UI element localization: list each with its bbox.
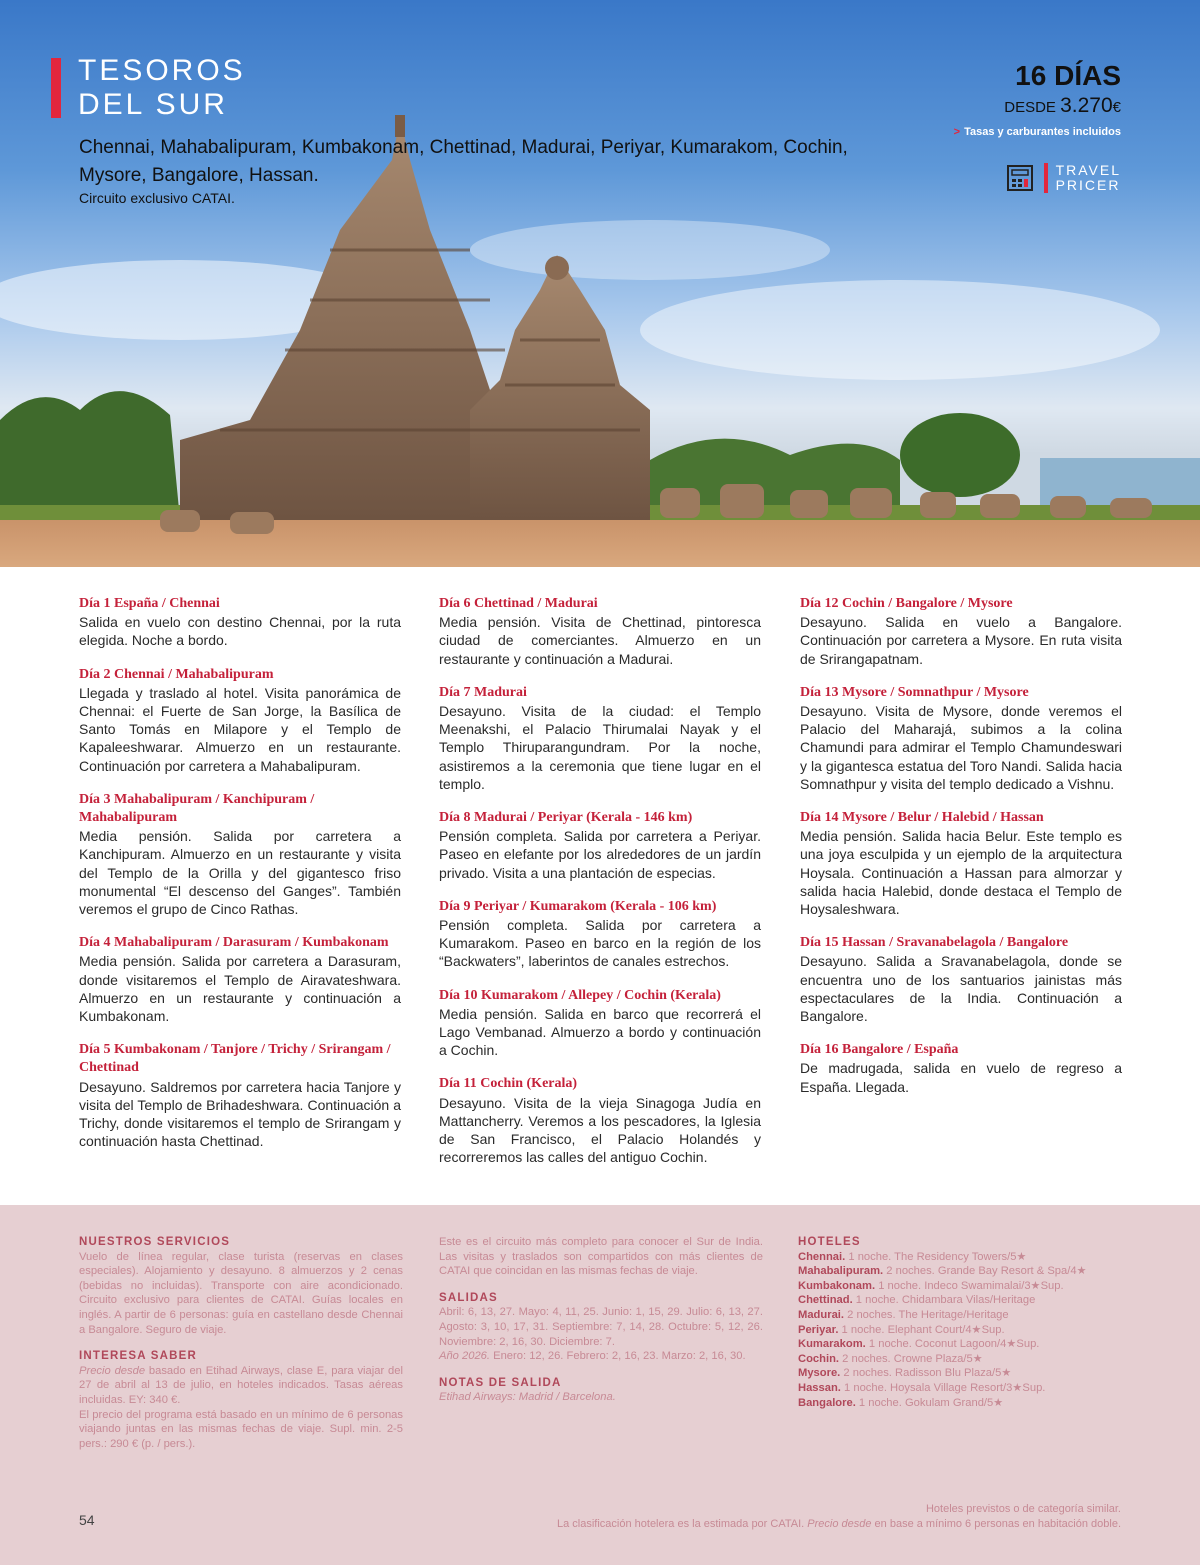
itinerary-day — [79, 1041, 401, 1150]
itinerary-column-2 — [439, 595, 761, 1182]
day-text: Desayuno. Visita de la vieja Sinagoga Judía en Mattancherry. Veremos a los pescadores, la Iglesia de San Francisco, el Palacio Holandés y recorreremos las calles del antiguo Cochin. — [439, 1094, 761, 1166]
day-text: Pensión completa. Salida por carretera a Kumarakom. Paseo en barco en la región de los “Backwaters”, laberintos de canales estrechos. — [439, 917, 761, 970]
day-title: Día 2 Chennai / Mahabalipuram — [79, 666, 274, 682]
hotel-city: Kumarakom. — [798, 1338, 866, 1351]
info-column-1 — [79, 1235, 403, 1463]
day-title: Día 3 Mahabalipuram / Kanchipuram / Mahabalipuram — [79, 791, 315, 826]
title-line-2: DEL SUR — [78, 88, 228, 121]
itinerary-day — [79, 595, 401, 650]
day-title: Día 5 Kumbakonam / Tanjore / Trichy / Srirangam / Chettinad — [79, 1042, 391, 1076]
hotel-item — [798, 1352, 1122, 1367]
day-text: Media pensión. Salida en barco que recorrerá el Lago Vembanad. Almuerzo a bordo y continuación a Cochin. — [439, 1005, 761, 1059]
price-block — [1004, 94, 1121, 118]
itinerary-day — [439, 898, 761, 971]
salidas-text — [439, 1305, 763, 1363]
itinerary-day — [439, 1075, 761, 1166]
hotel-detail: 1 noche. The Residency Towers/5★ — [845, 1250, 1027, 1263]
hotel-detail: 1 noche. Hoysala Village Resort/3★Sup. — [840, 1381, 1046, 1394]
hotels-heading: HOTELES — [798, 1236, 861, 1248]
hotel-city: Mysore. — [798, 1367, 841, 1380]
itinerary-day — [800, 1041, 1122, 1096]
day-text: Desayuno. Saldremos por carretera hacia Tanjore y visita del Templo de Brihadeshwara. Continuación a Trichy, donde visitaremos el templo de Srirangam y continuación hasta Chettinad. — [79, 1078, 401, 1150]
salidas-dates: Abril: 6, 13, 27. Mayo: 4, 11, 25. Junio: 1, 15, 29. Julio: 6, 13, 27. Agosto: 3, 10, 17, 31. Septiembre: 7, 14, 28. Octubre: 5, 12, 26. Noviembre: 2, 16, 30. Diciembre: 7. — [439, 1306, 763, 1348]
hotel-item — [798, 1337, 1122, 1352]
day-title: Día 9 Periyar / Kumarakom (Kerala - 106 km) — [439, 898, 717, 914]
interesa-text-1: basado en Etihad Airways, clase E, para viajar del 27 de abril al 13 de julio, en hoteles indicados. Tasas aéreas incluidas. EY: 340 €. — [79, 1364, 403, 1406]
interesa-heading: INTERESA SABER — [79, 1350, 197, 1363]
title-accent-bar — [51, 58, 61, 118]
footer-note-2b: Precio desde — [807, 1517, 872, 1530]
day-text: Media pensión. Salida por carretera a Kanchipuram. Almuerzo en un restaurante y visita del Templo de la Orilla y del gigantesco friso monumental “El descenso del Ganges”. También veremos el grupo de Cinco Rathas. — [79, 828, 401, 918]
year-dates: Enero: 12, 26. Febrero: 2, 16, 23. Marzo: 2, 16, 30. — [490, 1350, 746, 1363]
price-prefix: DESDE — [1004, 99, 1056, 116]
day-text: Desayuno. Salida en vuelo a Bangalore. Continuación por carretera a Mysore. En ruta visita de Srirangapatnam. — [800, 614, 1122, 667]
day-title: Día 7 Madurai — [439, 684, 527, 700]
day-text: Llegada y traslado al hotel. Visita panorámica de Chennai: el Fuerte de San Jorge, la Basílica de Santo Tomás en Milapore y el Templo de Kapaleeshwarar. Almuerzo en un restaurante. Continuación por carretera a Mahabalipuram. — [79, 684, 401, 774]
travel-pricer-logo — [1006, 162, 1121, 194]
hotel-detail: 2 noches. Crowne Plaza/5★ — [839, 1352, 983, 1365]
hotel-city: Madurai. — [798, 1308, 845, 1321]
hotel-detail: 1 noche. Elephant Court/4★Sup. — [838, 1323, 1005, 1336]
pricer-text — [1056, 163, 1121, 193]
hotel-city: Chettinad. — [798, 1294, 853, 1307]
day-title: Día 11 Cochin (Kerala) — [439, 1076, 578, 1092]
footer-note-2a: La clasificación hotelera es la estimada por CATAI. — [557, 1517, 805, 1530]
hotel-item — [798, 1293, 1122, 1308]
hotel-city: Bangalore. — [798, 1396, 856, 1409]
services-heading: NUESTROS SERVICIOS — [79, 1236, 231, 1248]
taxes-note — [954, 126, 1121, 138]
hotel-detail: 2 noches. The Heritage/Heritage — [844, 1308, 1009, 1321]
day-title: Día 4 Mahabalipuram / Darasuram / Kumbakonam — [79, 935, 389, 951]
day-title: Día 13 Mysore / Somnathpur / Mysore — [800, 684, 1029, 700]
itinerary-day — [439, 809, 761, 882]
day-text: Pensión completa. Salida por carretera a Periyar. Paseo en elefante por los alrededores de un jardín privado. Visita a una plantación de especias. — [439, 828, 761, 881]
services-text: Vuelo de línea regular, clase turista (reservas en clases especiales). Alojamiento y desayuno. 8 almuerzos y 2 cenas (bebidas no incluidas). Transporte con aire acondicionado. Circuito exclusivo para clientes de CATAI. Guías locales en inglés. A partir de 6 personas: guía en castellano desde Chennai a Bangalore. Seguro de viaje. — [79, 1250, 403, 1336]
pricer-accent-bar — [1044, 163, 1048, 193]
calculator-icon — [1006, 164, 1034, 192]
hotel-detail: 2 noches. Grande Bay Resort & Spa/4★ — [883, 1265, 1087, 1278]
hotel-item — [798, 1308, 1122, 1323]
footer-note — [557, 1502, 1121, 1531]
exclusive-note: Circuito exclusivo CATAI. — [79, 190, 235, 206]
year-label: Año 2026. — [439, 1350, 491, 1363]
hotel-item — [798, 1264, 1122, 1279]
hotel-item — [798, 1279, 1122, 1294]
itinerary-column-3 — [800, 595, 1122, 1112]
circuit-intro: Este es el circuito más completo para conocer el Sur de India. Las visitas y traslados son compartidos con más clientes de CATAI que coincidan en las mismas fechas de viaje. — [439, 1236, 763, 1278]
itinerary-day — [439, 987, 761, 1060]
interesa-text — [79, 1364, 403, 1452]
pricer-line-2: PRICER — [1055, 177, 1121, 193]
day-text: De madrugada, salida en vuelo de regreso a España. Llegada. — [800, 1060, 1122, 1095]
itinerary-day — [79, 791, 401, 918]
itinerary-day — [800, 809, 1122, 918]
hotel-item — [798, 1366, 1122, 1381]
price-amount: 3.270 — [1060, 94, 1113, 117]
price-currency: € — [1112, 99, 1121, 116]
footer-note-1: Hoteles previstos o de categoría similar. — [925, 1503, 1121, 1515]
page-title — [78, 54, 246, 122]
notas-text: Etihad Airways: Madrid / Barcelona. — [439, 1391, 616, 1404]
day-title: Día 1 España / Chennai — [79, 596, 220, 611]
itinerary-day — [800, 934, 1122, 1025]
itinerary-day — [79, 934, 401, 1025]
hotel-city: Hassan. — [798, 1381, 841, 1394]
hotel-detail: 1 noche. Indeco Swamimalai/3★Sup. — [875, 1279, 1064, 1292]
hotel-city: Kumbakonam. — [798, 1279, 876, 1292]
day-title: Día 16 Bangalore / España — [800, 1042, 959, 1058]
itinerary-day — [79, 666, 401, 775]
info-column-3 — [798, 1235, 1122, 1410]
hotel-item — [798, 1381, 1122, 1396]
title-line-1: TESOROS — [78, 54, 246, 87]
day-text: Desayuno. Salida a Sravanabelagola, donde se encuentra uno de los santuarios jainistas más espectaculares de la India. Continuación a Bangalore. — [800, 953, 1122, 1025]
hotel-detail: 2 noches. Radisson Blu Plaza/5★ — [840, 1367, 1012, 1380]
hotel-item — [798, 1323, 1122, 1338]
taxes-note-text: Tasas y carburantes incluidos — [964, 126, 1121, 138]
price-from-label: Precio desde — [79, 1364, 146, 1377]
itinerary-column-1 — [79, 595, 401, 1166]
day-text: Media pensión. Salida por carretera a Darasuram, donde visitaremos el Templo de Airavateshwara. Almuerzo en un restaurante y continuación a Kumbakonam. — [79, 953, 401, 1025]
day-text: Desayuno. Visita de Mysore, donde veremos el Palacio del Maharajá, subimos a la colina Chamundi para admirar el Templo Chamundeswari y la gigantesca estatua del Toro Nandi. Salida hacia Somnathpur y visita del templo dedicado a Vishnu. — [800, 703, 1122, 792]
itinerary-day — [800, 595, 1122, 668]
interesa-text-2: El precio del programa está basado en un mínimo de 6 personas viajando juntas en las mismas fechas de viaje. Supl. min. 2-5 pers.: 290 € (p. / pers.). — [79, 1408, 403, 1450]
day-text: Desayuno. Visita de la ciudad: el Templo Meenakshi, el Palacio Thirumalai Nayak y el Templo Thiruparangundram. Por la noche, asistiremos a la ceremonia que tiene lugar en el templo. — [439, 703, 761, 792]
hotel-city: Cochin. — [798, 1352, 840, 1365]
footer-note-2c: en base a mínimo 6 personas en habitación doble. — [871, 1517, 1121, 1530]
day-title: Día 14 Mysore / Belur / Halebid / Hassan — [800, 810, 1044, 826]
chevron-right-icon: > — [953, 126, 961, 138]
hotel-item — [798, 1250, 1122, 1265]
footer-note-2 — [557, 1517, 1121, 1532]
hotel-detail: 1 noche. Chidambara Vilas/Heritage — [852, 1294, 1036, 1307]
salidas-heading: SALIDAS — [439, 1291, 498, 1304]
hotel-detail: 1 noche. Coconut Lagoon/4★Sup. — [865, 1338, 1040, 1351]
itinerary-day — [439, 595, 761, 668]
trip-duration: 16 DÍAS — [1015, 60, 1121, 91]
hotel-city: Mahabalipuram. — [798, 1265, 884, 1278]
itinerary-day — [439, 684, 761, 793]
day-text: Media pensión. Salida hacia Belur. Este templo es una joya esculpida y un ejemplo de la arquitectura Hoysala. Continuación a Hassan para almorzar y salida hacia Halebid, donde destaca el Templo de Hoysaleshwara. — [800, 828, 1122, 918]
hotel-city: Periyar. — [798, 1323, 839, 1336]
hotel-detail: 1 noche. Gokulam Grand/5★ — [855, 1396, 1004, 1409]
pricer-line-1: TRAVEL — [1055, 162, 1121, 178]
hotel-item — [798, 1396, 1122, 1411]
day-title: Día 12 Cochin / Bangalore / Mysore — [800, 596, 1013, 611]
day-title: Día 15 Hassan / Sravanabelagola / Bangalore — [800, 935, 1069, 951]
day-title: Día 8 Madurai / Periyar (Kerala - 146 km) — [439, 810, 693, 826]
hotel-city: Chennai. — [798, 1250, 846, 1263]
day-text: Media pensión. Visita de Chettinad, pintoresca ciudad de comerciantes. Almuerzo en un restaurante y continuación a Madurai. — [439, 614, 761, 667]
day-text: Salida en vuelo con destino Chennai, por la ruta elegida. Noche a bordo. — [79, 614, 401, 649]
page-number: 54 — [79, 1512, 95, 1528]
day-title: Día 10 Kumarakom / Allepey / Cochin (Kerala) — [439, 987, 721, 1003]
day-title: Día 6 Chettinad / Madurai — [439, 596, 598, 611]
route-cities: Chennai, Mahabalipuram, Kumbakonam, Chettinad, Madurai, Periyar, Kumarakom, Cochin, Mysore, Bangalore, Hassan. — [79, 137, 848, 186]
info-column-2 — [439, 1235, 763, 1417]
itinerary-day — [800, 684, 1122, 793]
notas-heading: NOTAS DE SALIDA — [439, 1376, 562, 1389]
